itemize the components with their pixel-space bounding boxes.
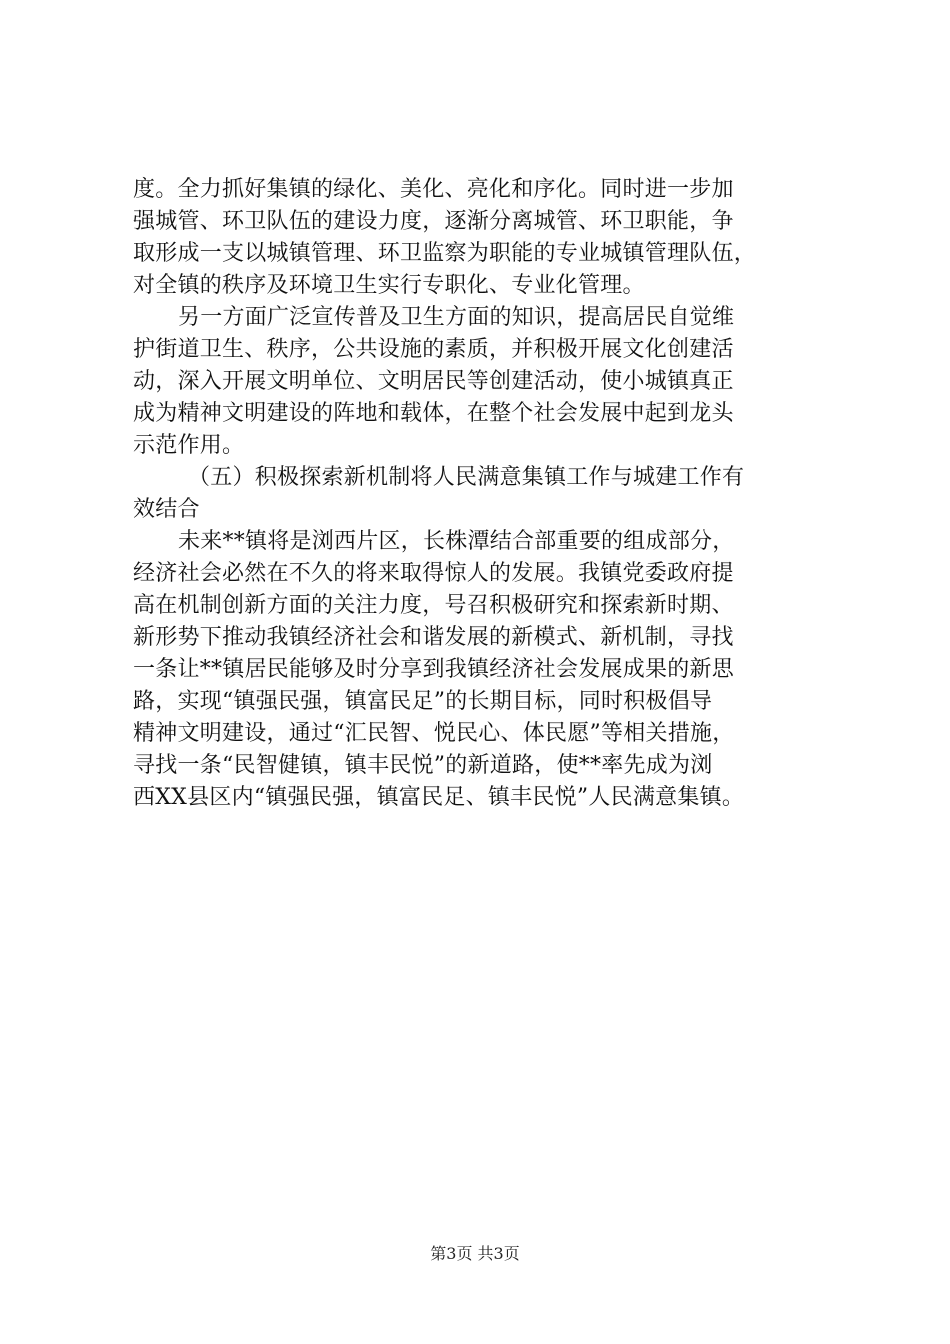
text-line: 西XX县区内“镇强民强，镇富民足、镇丰民悦”人民满意集镇。 [133, 785, 745, 810]
text-line: 精神文明建设，通过“汇民智、悦民心、体民愿”等相关措施， [133, 721, 735, 746]
page-footer: 第3页 共3页 [430, 1244, 520, 1263]
text-line: 取形成一支以城镇管理、环卫监察为职能的专业城镇管理队伍， [133, 241, 757, 266]
document-body [133, 174, 833, 814]
text-line: 路，实现“镇强民强，镇富民足”的长期目标，同时积极倡导 [133, 689, 713, 714]
text-line: 度。全力抓好集镇的绿化、美化、亮化和序化。同时进一步加 [133, 177, 734, 202]
text-line: 另一方面广泛宣传普及卫生方面的知识，提高居民自觉维 [178, 305, 735, 330]
text-line: 效结合 [133, 497, 200, 522]
text-line: 新形势下推动我镇经济社会和谐发展的新模式、新机制，寻找 [133, 625, 734, 650]
text-line: 高在机制创新方面的关注力度，号召积极研究和探索新时期、 [133, 593, 734, 618]
text-line: 示范作用。 [133, 433, 245, 458]
text-line: 强城管、环卫队伍的建设力度，逐渐分离城管、环卫职能，争 [133, 209, 734, 234]
text-line: 护街道卫生、秩序，公共设施的素质，并积极开展文化创建活 [133, 337, 734, 362]
text-line: 未来**镇将是浏西片区，长株潭结合部重要的组成部分， [178, 529, 735, 554]
text-line: 经济社会必然在不久的将来取得惊人的发展。我镇党委政府提 [133, 561, 734, 586]
text-line: 成为精神文明建设的阵地和载体，在整个社会发展中起到龙头 [133, 401, 734, 426]
text-line: 对全镇的秩序及环境卫生实行专职化、专业化管理。 [133, 273, 645, 298]
section-heading-line: （五）积极探索新机制将人民满意集镇工作与城建工作有 [188, 465, 745, 490]
text-line: 动，深入开展文明单位、文明居民等创建活动，使小城镇真正 [133, 369, 734, 394]
text-line: 寻找一条“民智健镇，镇丰民悦”的新道路，使**率先成为浏 [133, 753, 713, 778]
text-line: 一条让**镇居民能够及时分享到我镇经济社会发展成果的新思 [133, 657, 735, 682]
